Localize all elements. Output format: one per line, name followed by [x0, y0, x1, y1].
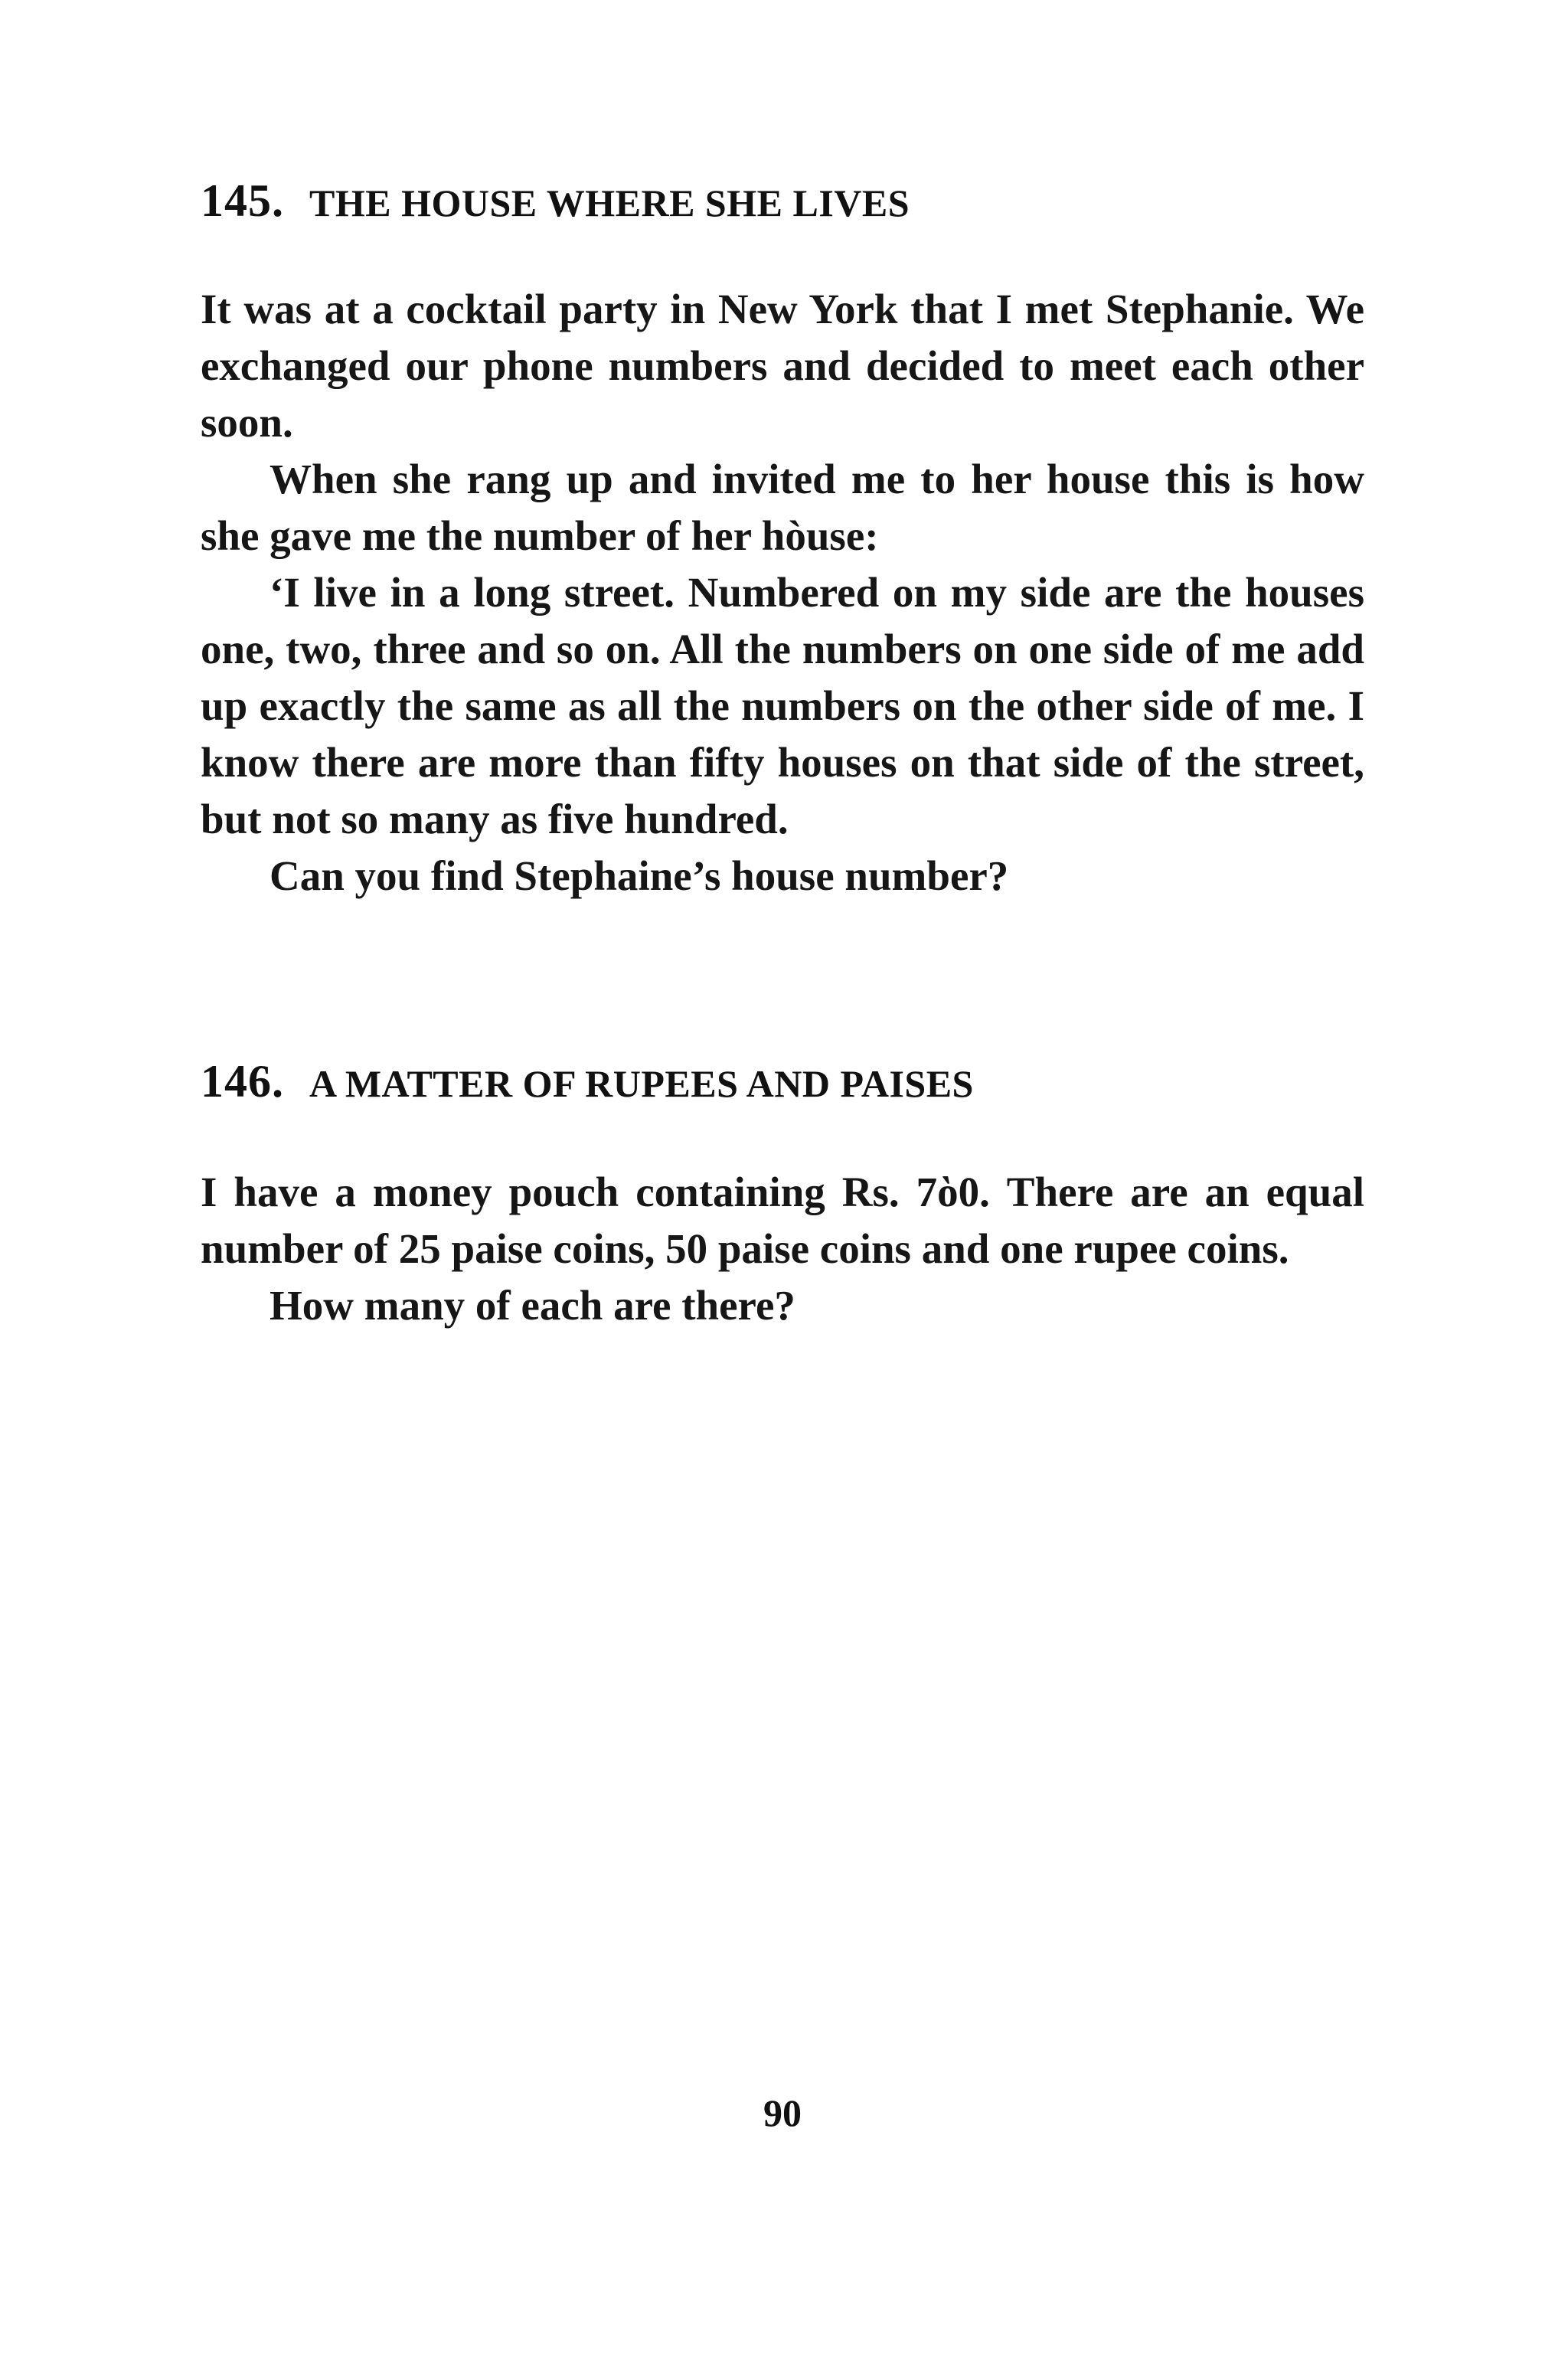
puzzle-number: 145 — [201, 175, 272, 226]
paragraph: It was at a cocktail party in New York that I met Stephanie. We exchanged our phone numbers and decided to meet each other soon. — [201, 286, 1364, 446]
page-number: 90 — [763, 2091, 802, 2134]
paragraph: ‘I live in a long street. Numbered on my side are the houses one, two, three and so on. All the numbers on one side of me add up exactly the same as all the numbers on the other side of me. I know there are more than fifty houses on that side of the street, but not so many as five hundred. — [201, 569, 1364, 842]
question: How many of each are there? — [270, 1282, 795, 1329]
book-page — [201, 0, 1364, 2364]
puzzle-number: 146 — [201, 1056, 272, 1107]
puzzle-title: A MATTER OF RUPEES AND PAISES — [309, 1062, 974, 1105]
puzzle-146-heading — [201, 1055, 1364, 1108]
heading-period: . — [272, 1056, 283, 1107]
heading-period: . — [272, 175, 283, 226]
puzzle-145-heading — [201, 175, 1364, 227]
paragraph: When she rang up and invited me to her house this is how she gave me the number of her hòuse: — [201, 456, 1364, 559]
paragraph: I have a money pouch containing Rs. 7ὸ0. There are an equal number of 25 paise coins, 50 paise coins and one rupee coins. — [201, 1169, 1364, 1272]
puzzle-146-text — [201, 1164, 1364, 1334]
puzzle-145-text — [201, 281, 1364, 904]
question: Can you find Stephaine’s house number? — [270, 852, 1009, 899]
puzzle-title: THE HOUSE WHERE SHE LIVES — [309, 181, 910, 224]
